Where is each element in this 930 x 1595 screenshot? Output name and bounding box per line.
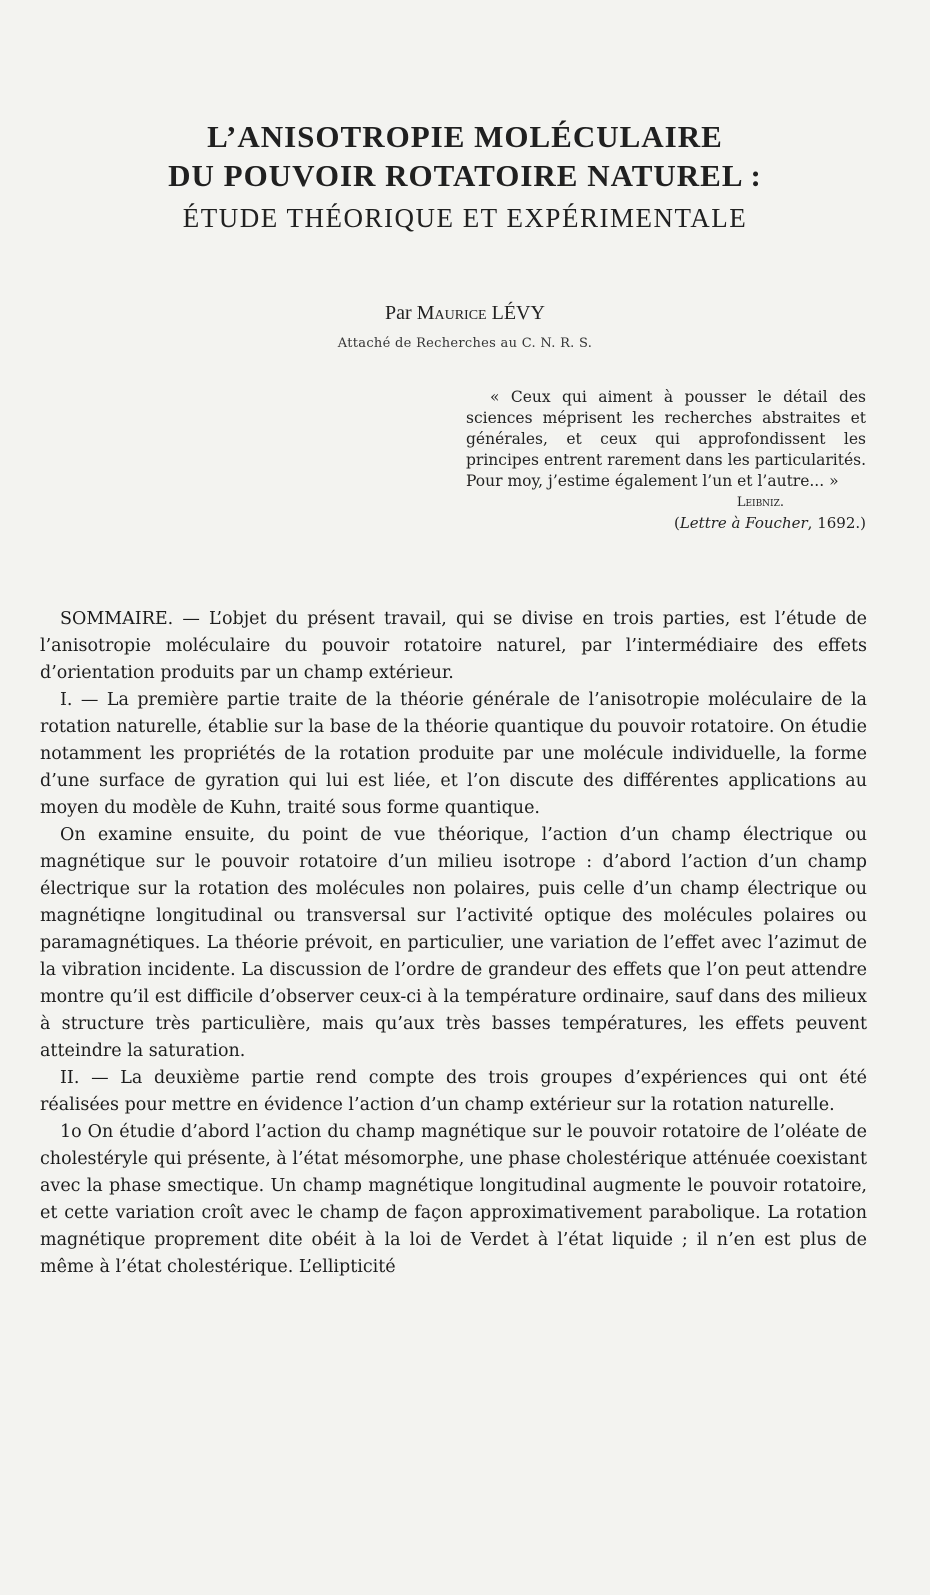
paper-title xyxy=(0,118,930,238)
summary-paragraph: SOMMAIRE. — L’objet du présent travail, qui se divise en trois parties, est l’étude de l’anisotropie moléculaire du pouvoir rotatoire naturel, par l’intermédiaire des effets d’orientation produits par un champ extérieur. xyxy=(40,609,867,683)
author-prefix: Par xyxy=(385,302,412,324)
title-line-3: ÉTUDE THÉORIQUE ET EXPÉRIMENTALE xyxy=(182,203,748,233)
author-first-name: Maurice xyxy=(416,302,487,324)
author-line xyxy=(0,302,930,325)
epigraph-quote: « Ceux qui aiment à pousser le détail des sciences méprisent les recherches abstraites et générales, et ceux qui approfondissent les principes entrent rarement dans les particularités. Pour moy, j’estime également l’un et l’autre... » xyxy=(466,388,866,490)
epigraph xyxy=(466,387,866,534)
part-two-item-1-paragraph: 1o On étudie d’abord l’action du champ magnétique sur le pouvoir rotatoire de l’oléate de cholestéryle qui présente, à l’état mésomorphe, une phase cholestérique atténuée coexistant avec la phase smectique. Un champ magnétique longitudinal augmente le pouvoir rotatoire, et cette variation croît avec le champ de façon approximativement parabolique. La rotation magnétique proprement dite obéit à la loi de Verdet à l’état liquide ; il n’en est plus de même à l’état cholestérique. L’ellipticité xyxy=(40,1122,868,1277)
author-last-name: LÉVY xyxy=(491,302,545,324)
title-line-2: DU POUVOIR ROTATOIRE NATUREL : xyxy=(168,158,762,193)
part-one-continued-paragraph: On examine ensuite, du point de vue théorique, l’action d’un champ électrique ou magnétique sur le pouvoir rotatoire d’un milieu isotrope : d’abord l’action d’un champ électrique sur la rotation des molécules non polaires, puis celle d’un champ électrique ou magnétiqne longitudinal ou transversal sur l’activité optique des molécules polaires ou paramagnétiques. La théorie prévoit, en particulier, une variation de l’effet avec l’azimut de la vibration incidente. La discussion de l’ordre de grandeur des effets que l’on peut attendre montre qu’il est difficile d’observer ceux-ci à la température ordinaire, sauf dans des milieux à structure très particulière, mais qu’aux très basses températures, les effets peuvent atteindre la saturation. xyxy=(40,825,867,1061)
epigraph-author: Leibniz. xyxy=(736,495,784,510)
title-line-1: L’ANISOTROPIE MOLÉCULAIRE xyxy=(207,119,723,154)
part-one-paragraph: I. — La première partie traite de la théorie générale de l’anisotropie moléculaire de la rotation naturelle, établie sur la base de la théorie quantique du pouvoir rotatoire. On étudie notamment les propriétés de la rotation produite par une molécule individuelle, la forme d’une surface de gyration qui lui est liée, et l’on discute des différentes applications au moyen du modèle de Kuhn, traité sous forme quantique. xyxy=(40,690,867,818)
epigraph-source-open: ( xyxy=(673,514,680,532)
part-two-paragraph: II. — La deuxième partie rend compte des trois groupes d’expériences qui ont été réalisées pour mettre en évidence l’action d’un champ extérieur sur la rotation naturelle. xyxy=(40,1068,867,1115)
epigraph-source-rest: , 1692.) xyxy=(807,514,866,532)
epigraph-source-title: Lettre à Foucher xyxy=(679,514,808,532)
author-affiliation: Attaché de Recherches au C. N. R. S. xyxy=(337,336,593,351)
epigraph-source xyxy=(466,512,866,534)
abstract-body xyxy=(40,606,867,1281)
